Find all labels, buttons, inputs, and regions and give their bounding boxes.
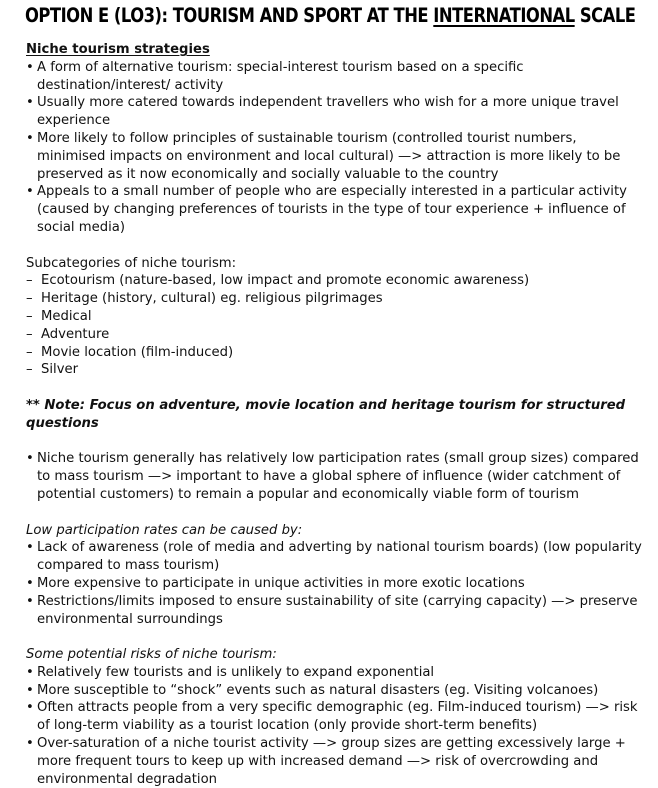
list-item: • Relatively few tourists and is unlikely to expand exponential bbox=[26, 664, 646, 682]
niche-strategies-list bbox=[26, 59, 646, 237]
list-item: • A form of alternative tourism: special-interest tourism based on a specific destination/interest/ activity bbox=[26, 59, 646, 95]
list-item: • More susceptible to “shock” events such as natural disasters (eg. Visiting volcanoes) bbox=[26, 682, 646, 700]
list-item: • Often attracts people from a very specific demographic (eg. Film-induced tourism) —> risk of long-term viability as a tourist location (only provide short-term benefits) bbox=[26, 699, 646, 735]
low-participation-heading: Low participation rates can be caused by: bbox=[26, 522, 303, 538]
list-item: • More likely to follow principles of sustainable tourism (controlled tourist numbers, minimised impacts on environment and local cultural) —> attraction is more likely to be preserved as it now economically and socially valuable to the country bbox=[26, 130, 646, 183]
low-participation-list bbox=[26, 539, 646, 628]
subcategories-list bbox=[26, 272, 646, 379]
list-item: – Adventure bbox=[26, 326, 646, 344]
list-item: – Movie location (film-induced) bbox=[26, 344, 646, 362]
list-item: – Medical bbox=[26, 308, 646, 326]
page-title bbox=[25, 2, 635, 30]
list-item: – Ecotourism (nature-based, low impact and promote economic awareness) bbox=[26, 272, 646, 290]
list-item: • More expensive to participate in unique activities in more exotic locations bbox=[26, 575, 646, 593]
spacer bbox=[26, 628, 646, 646]
spacer bbox=[26, 379, 646, 397]
list-item: • Over-saturation of a niche tourist activity —> group sizes are getting excessively large + more frequent tours to keep up with increased demand —> risk of overcrowding and environmental degradation bbox=[26, 735, 646, 788]
title-underlined-word: INTERNATIONAL bbox=[433, 4, 575, 27]
title-suffix: SCALE bbox=[574, 4, 636, 27]
participation-list bbox=[26, 450, 646, 503]
list-item: • Usually more catered towards independent travellers who wish for a more unique travel experience bbox=[26, 94, 646, 130]
risks-list bbox=[26, 664, 646, 788]
list-item: • Restrictions/limits imposed to ensure sustainability of site (carrying capacity) —> preserve environmental surroundings bbox=[26, 593, 646, 629]
spacer bbox=[26, 504, 646, 522]
spacer bbox=[26, 433, 646, 451]
structured-questions-note: ** Note: Focus on adventure, movie location and heritage tourism for structured questions bbox=[26, 397, 626, 431]
subcategories-heading: Subcategories of niche tourism: bbox=[26, 255, 237, 271]
list-item: • Niche tourism generally has relatively low participation rates (small group sizes) compared to mass tourism —> important to have a global sphere of influence (wider catchment of potential customers) to remain a popular and economically viable form of tourism bbox=[26, 450, 646, 503]
niche-strategies-heading: Niche tourism strategies bbox=[26, 42, 210, 57]
list-item: • Lack of awareness (role of media and adverting by national tourism boards) (low popularity compared to mass tourism) bbox=[26, 539, 646, 575]
risks-heading: Some potential risks of niche tourism: bbox=[26, 647, 277, 663]
title-prefix: OPTION E (LO3): TOURISM AND SPORT AT THE bbox=[25, 4, 434, 27]
document-body bbox=[26, 41, 646, 788]
list-item: – Silver bbox=[26, 361, 646, 379]
list-item: – Heritage (history, cultural) eg. religious pilgrimages bbox=[26, 290, 646, 308]
spacer bbox=[26, 237, 646, 255]
list-item: • Appeals to a small number of people who are especially interested in a particular activity (caused by changing preferences of tourists in the type of tour experience + influence of social media) bbox=[26, 183, 646, 236]
